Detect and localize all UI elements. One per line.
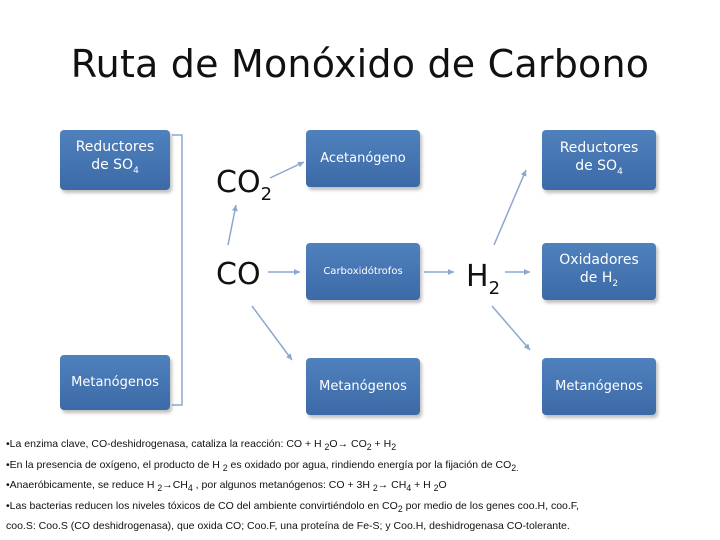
arrow-co2-to-acetanogeno [270, 162, 304, 178]
note-line: coo.S: Coo.S (CO deshidrogenasa), que oxida CO; Coo.F, una proteína de Fe-S; y Coo.H, deshidrogenasa CO-tolerante. [6, 520, 570, 533]
note-line: •Anaeróbicamente, se reduce H $_2\to CH_4$ , por algunos metanógenos: CO + 3H $_2\to CH_4 + H$ $_2$O [6, 479, 447, 494]
box-reductores-so4-left [60, 130, 170, 190]
arrow-h2-to-reductores [494, 170, 526, 245]
box-acetanogeno-label: Acetanógeno [320, 150, 406, 166]
box-reductores-left-line2: de $SO_4$ [91, 157, 139, 176]
box-oxidadores-line1: Oxidadores [559, 251, 639, 268]
gas-co: CO [216, 257, 261, 292]
box-oxidadores-line2: de $H_2$ [579, 269, 619, 289]
box-reductores-right-line2: de $SO_4$ [575, 158, 623, 177]
box-metanogenos-right [542, 358, 656, 415]
box-carboxidotrofos [306, 243, 420, 300]
box-metanogenos-right-label: Metanógenos [555, 378, 643, 394]
gas-co2: $CO_2$ [216, 165, 273, 205]
page-title: Ruta de Monóxido de Carbono [70, 42, 650, 86]
box-reductores-right-line1: Reductores [559, 140, 639, 157]
arrow-h2-to-metanogenos [492, 306, 530, 350]
note-line: •En la presencia de oxígeno, el producto de H $_2$ es oxidado por agua, rindiendo energía por la fijación de $CO_{2.}$ [6, 458, 519, 473]
gas-h2: $H_2$ [466, 259, 501, 299]
box-metanogenos-left-label: Metanógenos [71, 374, 159, 390]
box-reductores-so4-right [542, 130, 656, 190]
box-acetanogeno [306, 130, 420, 187]
left-bracket [172, 135, 182, 405]
box-reductores-left-line1: Reductores [75, 139, 155, 155]
arrow-co-to-co2 [228, 205, 236, 245]
box-oxidadores-h2 [542, 243, 656, 300]
box-metanogenos-left [60, 355, 170, 410]
note-line: •La enzima clave, CO-deshidrogenasa, cataliza la reacción: CO + H $_2O\to CO_2 + H_2$ [6, 438, 397, 453]
note-line: •Las bacterias reducen los niveles tóxicos de CO del ambiente convirtiéndolo en $CO_2$ por medio de los genes coo.H, coo.F, [6, 499, 579, 514]
box-metanogenos-middle [306, 358, 420, 415]
box-metanogenos-middle-label: Metanógenos [319, 378, 407, 394]
box-carboxidotrofos-label: Carboxidótrofos [323, 265, 403, 277]
notes [6, 436, 716, 536]
arrow-co-to-metanogenos [252, 306, 292, 360]
